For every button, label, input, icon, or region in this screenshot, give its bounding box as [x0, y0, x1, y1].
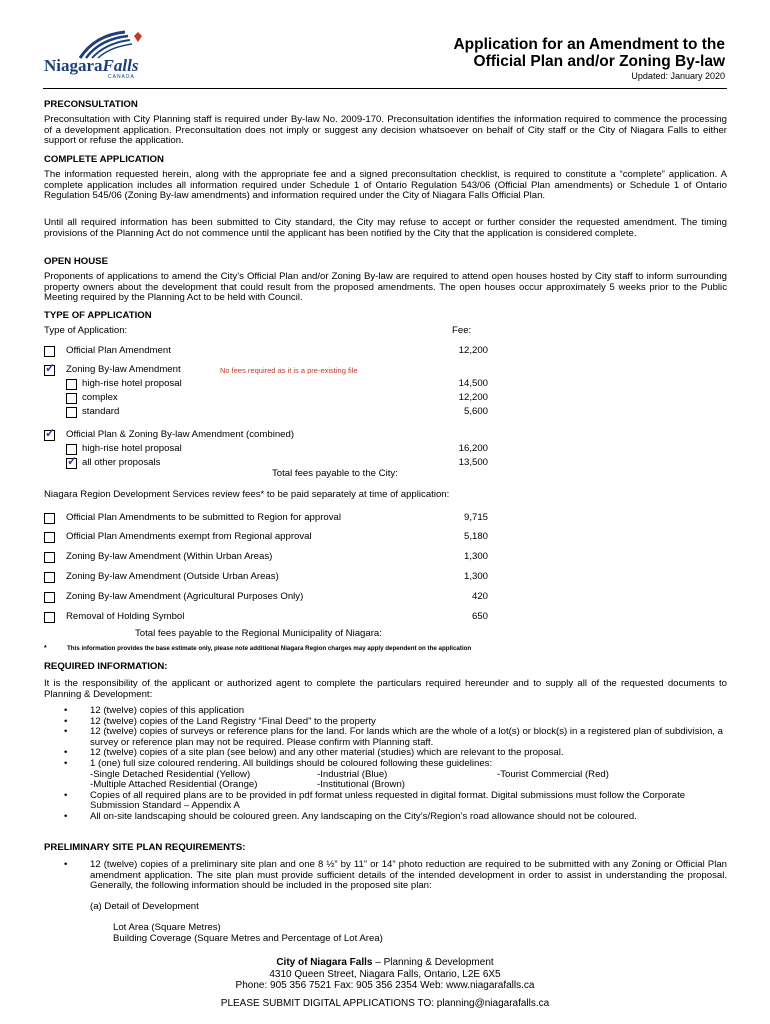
footer-digital-submission: PLEASE SUBMIT DIGITAL APPLICATIONS TO: planning@niagarafalls.ca — [220, 997, 550, 1009]
complete-application-text-2: Until all required information has been submitted to City standard, the City may refuse to accept or further consider the requested amendment. The timing provisions of the Planning Act do not commence until the applicant has been notified by the City that the application is considered complete. — [44, 217, 727, 239]
colour-guide-row: -Single Detached Residential (Yellow) -Industrial (Blue) -Tourist Commercial (Red) — [90, 768, 609, 780]
footer-org: City of Niagara Falls – Planning & Development — [276, 957, 494, 968]
open-house-text: Proponents of applications to amend the City’s Official Plan and/or Zoning By-law are required to attend open houses hosted by City staff to inform surrounding property owners about the development that could result from the proposed amendments. The open houses occur approximately 5 weeks prior to the Public Meeting required by the Planning Act to be held with Council. — [44, 271, 727, 304]
region-fee-row: Zoning By-law Amendment (Within Urban Areas) 1,300 — [44, 551, 704, 565]
list-item: • 12 (twelve) copies of a preliminary site plan and one 8 ½” by 11” or 14” photo reduction are required to be submitted with any Zoning or Official Plan amendment application. The site plan must provide sufficient details of the intended development in order to assist in understanding the proposal. Generally, the following information should be included in the proposed site plan: — [44, 860, 727, 892]
region-fee-row: Zoning By-law Amendment (Agricultural Purposes Only) 420 — [44, 591, 704, 605]
region-zba-outside-checkbox[interactable] — [44, 572, 55, 583]
footnote-mark: * — [44, 645, 47, 652]
footer — [0, 957, 770, 1009]
page-title: Application for an Amendment to the Official Plan and/or Zoning By-law — [453, 36, 725, 70]
zba-standard-checkbox[interactable] — [66, 407, 77, 418]
fee-column-header: Fee: — [452, 325, 472, 336]
list-item: • 12 (twelve) copies of this application — [44, 706, 727, 717]
region-fee-row: Official Plan Amendments to be submitted to Region for approval 9,715 — [44, 512, 704, 526]
combined-sub-row: high-rise hotel proposal 16,200 — [66, 443, 704, 457]
list-item: • All on-site landscaping should be coloured green. Any landscaping on the City’s/Region’s road allowance should not be coloured. — [44, 812, 727, 823]
preconsultation-text: Preconsultation with City Planning staff is required under By-law No. 2009-170. Preconsultation identifies the information required to commence the processing of a development application. Preconsultation does not imply or suggest any decision whatsoever on behalf of City staff or the City of Niagara Falls to either support or refuse the application. — [44, 114, 727, 147]
list-item: • 12 (twelve) copies of a site plan (see below) and any other material (studies) which are relevant to the proposal. — [44, 748, 727, 759]
region-holding-checkbox[interactable] — [44, 612, 55, 623]
total-region-label: Total fees payable to the Regional Municipality of Niagara: — [135, 628, 382, 639]
combined-sub-row: ✓ all other proposals 13,500 — [66, 457, 704, 471]
opa-row: Official Plan Amendment 12,200 — [44, 345, 704, 359]
combined-other-checkbox[interactable] — [66, 458, 77, 469]
list-item: • 12 (twelve) copies of the Land Registry “Final Deed” to the property — [44, 717, 727, 728]
updated-date: Updated: January 2020 — [631, 71, 725, 81]
open-house-heading: OPEN HOUSE — [44, 256, 108, 267]
region-footnote: This information provides the base estimate only, please note additional Niagara Region charges may apply dependent on the application — [67, 645, 472, 652]
building-coverage-item: Building Coverage (Square Metres and Percentage of Lot Area) — [113, 933, 383, 944]
type-of-application-heading: TYPE OF APPLICATION — [44, 310, 152, 321]
region-intro: Niagara Region Development Services review fees* to be paid separately at time of application: — [44, 489, 450, 500]
region-zba-urban-checkbox[interactable] — [44, 552, 55, 563]
total-city-label: Total fees payable to the City: — [272, 468, 398, 479]
footer-address: 4310 Queen Street, Niagara Falls, Ontario, L2E 6X5 — [269, 968, 501, 980]
preconsultation-heading: PRECONSULTATION — [44, 99, 138, 110]
city-logo: NiagaraFalls CANADA — [40, 30, 150, 80]
list-item: • 1 (one) full size coloured rendering. All buildings should be coloured following these guidelines: -Single Detached Residential (Yellow) -Industrial (Blue) -Tourist Commercial (Red) -Multiple Attached Residential (Orange) -Institutional (Brown) — [44, 759, 727, 791]
zba-complex-checkbox[interactable] — [66, 393, 77, 404]
complete-application-text: The information requested herein, along with the appropriate fee and a signed preconsultation checklist, is required to constitute a “complete” application. A complete application includes all information required under Schedule 1 of Ontario Regulation 543/06 (Official Plan amendments) or Schedule 1 of Ontario Regulation 545/06 (Zoning By-law amendments) and information required under the City of Niagara Falls Official Plan. — [44, 169, 727, 202]
footer-contact: Phone: 905 356 7521 Fax: 905 356 2354 Web: www.niagarafalls.ca — [235, 980, 535, 991]
zba-sub-row: high-rise hotel proposal 14,500 — [66, 378, 704, 392]
region-fee-row: Official Plan Amendments exempt from Regional approval 5,180 — [44, 531, 704, 545]
detail-of-development: (a) Detail of Development — [90, 901, 199, 912]
type-column-header: Type of Application: — [44, 325, 128, 336]
site-plan-heading: PRELIMINARY SITE PLAN REQUIREMENTS: — [44, 842, 246, 853]
colour-guide-row: -Multiple Attached Residential (Orange) -Institutional (Brown) — [90, 779, 405, 791]
no-fee-note: No fees required as it is a pre-existing file — [220, 366, 358, 375]
region-zba-agri-checkbox[interactable] — [44, 592, 55, 603]
zba-row: ✓ Zoning By-law Amendment No fees required as it is a pre-existing file — [44, 364, 704, 378]
required-info-list — [44, 706, 727, 823]
region-opa-submitted-checkbox[interactable] — [44, 513, 55, 524]
zba-sub-row: complex 12,200 — [66, 392, 704, 406]
complete-application-heading: COMPLETE APPLICATION — [44, 154, 164, 165]
list-item: • Copies of all required plans are to be provided in pdf format unless requested in digital format. Digital submissions must follow the Corporate Submission Standard – Appendix A — [44, 791, 727, 812]
lot-area-item: Lot Area (Square Metres) — [113, 922, 221, 933]
zba-sub-row: standard 5,600 — [66, 406, 704, 420]
required-info-intro: It is the responsibility of the applicant or authorized agent to complete the particulars required hereunder and to supply all of the requested documents to Planning & Development: — [44, 678, 727, 700]
required-info-heading: REQUIRED INFORMATION: — [44, 661, 168, 672]
site-plan-list — [44, 860, 727, 892]
region-fee-row: Zoning By-law Amendment (Outside Urban Areas) 1,300 — [44, 571, 704, 585]
zba-highrise-checkbox[interactable] — [66, 379, 77, 390]
combined-checkbox[interactable] — [44, 430, 55, 441]
header-divider — [43, 88, 727, 89]
opa-checkbox[interactable] — [44, 346, 55, 357]
zba-checkbox[interactable] — [44, 365, 55, 376]
list-item: • 12 (twelve) copies of surveys or reference plans for the land. For lands which are the whole of a lot(s) or block(s) in a registered plan of subdivision, a survey or reference plan may not be required. Please confirm with Planning staff. — [44, 727, 727, 748]
region-opa-exempt-checkbox[interactable] — [44, 532, 55, 543]
combined-row: ✓ Official Plan & Zoning By-law Amendment (combined) — [44, 429, 704, 443]
region-fee-row: Removal of Holding Symbol 650 — [44, 611, 704, 625]
